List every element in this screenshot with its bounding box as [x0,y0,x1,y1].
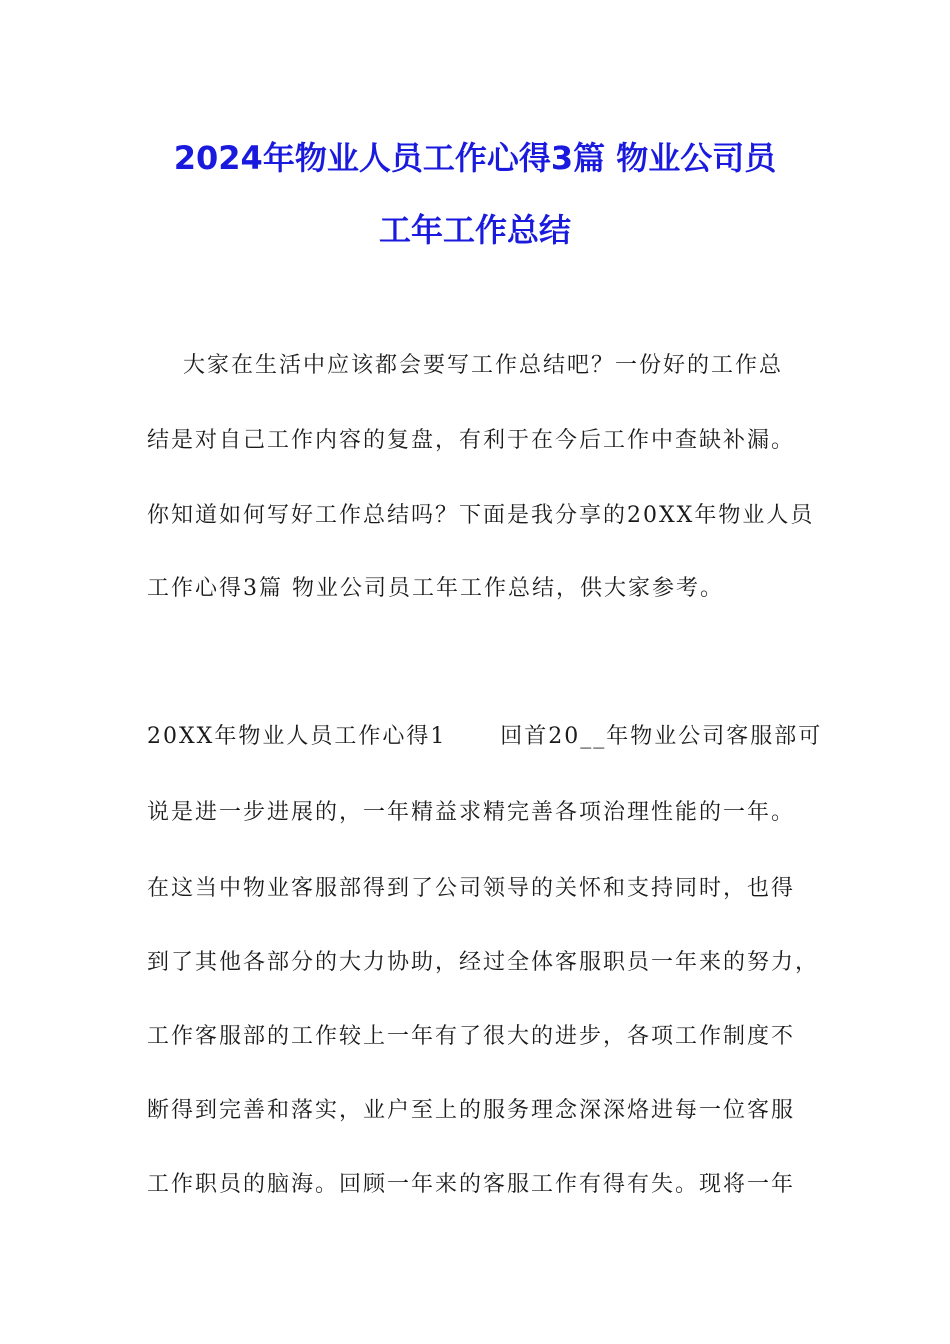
intro-line-4: 工作心得3篇 物业公司员工年工作总结，供大家参考。 [147,576,724,601]
body-line-4: 到了其他各部分的大力协助，经过全体客服职员一年来的努力， [147,950,820,975]
body-line-2: 说是进一步进展的，一年精益求精完善各项治理性能的一年。 [147,800,796,825]
document-title-line-1: 2024年物业人员工作心得3篇 物业公司员 [173,139,777,177]
body-line-3: 在这当中物业客服部得到了公司领导的关怀和支持同时，也得 [147,876,796,901]
body-line-1: 20XX年物业人员工作心得1 回首20__年物业公司客服部可 [147,724,823,749]
document-title-line-2: 工年工作总结 [378,211,571,249]
intro-line-2: 结是对自己工作内容的复盘，有利于在今后工作中查缺补漏。 [147,428,796,453]
intro-line-3: 你知道如何写好工作总结吗？下面是我分享的20XX年物业人员 [147,503,815,528]
intro-line-1: 大家在生活中应该都会要写工作总结吧？一份好的工作总 [147,353,783,378]
body-line-5: 工作客服部的工作较上一年有了很大的进步，各项工作制度不 [147,1024,796,1049]
body-line-6: 断得到完善和落实，业户至上的服务理念深深烙进每一位客服 [147,1098,796,1123]
body-line-7: 工作职员的脑海。回顾一年来的客服工作有得有失。现将一年 [147,1172,796,1197]
